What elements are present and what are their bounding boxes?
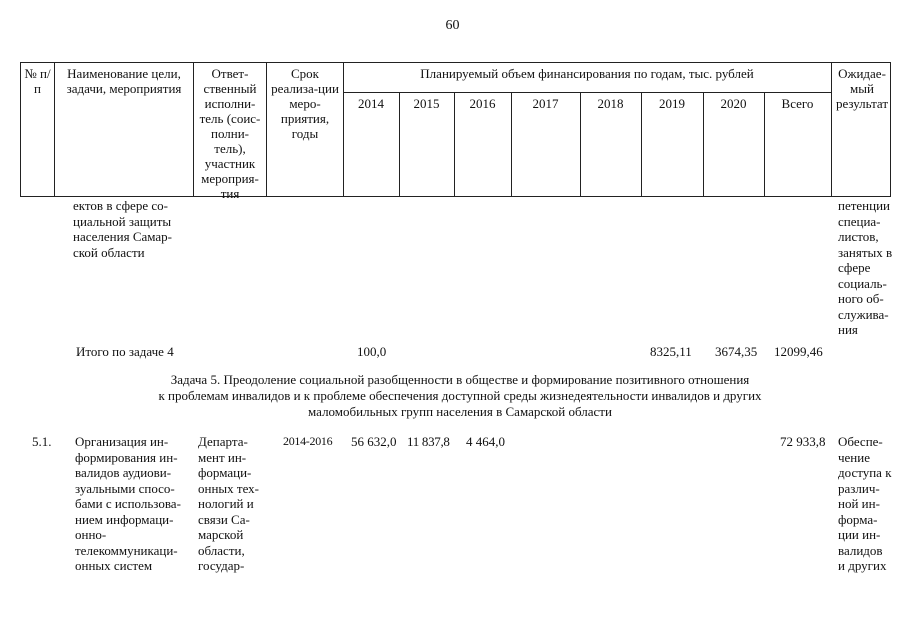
total-label: Итого по задаче 4 [76, 344, 174, 359]
row-name-line: телекоммуникаци- [75, 542, 178, 558]
cont-name-line: циальной защиты [73, 213, 172, 229]
cont-result-line: листов, [838, 229, 879, 244]
task-5-line: к проблемам инвалидов и к проблеме обеспечения доступной среды жизнедеятельности инвалидов и других [158, 388, 762, 403]
cont-result-line: ного об- [838, 291, 884, 306]
divider [343, 63, 344, 197]
divider [343, 92, 831, 93]
page-number: 60 [445, 18, 460, 33]
divider [831, 63, 832, 197]
row-result-line: ции ин- [838, 527, 881, 542]
row-executor-line: области, [198, 542, 245, 558]
year-2015: 2015 [413, 96, 440, 111]
row-executor-line: Департа- [198, 434, 248, 449]
cont-name-line: ской области [73, 244, 145, 260]
year-2017: 2017 [532, 96, 559, 111]
header-num: № п/п [24, 66, 51, 96]
header-result: Ожидае-мый результат [835, 66, 889, 111]
row-5-1-executor [198, 434, 262, 574]
divider [54, 63, 55, 197]
year-2016: 2016 [469, 96, 496, 111]
divider [193, 63, 194, 197]
row-5-1-total: 72 933,8 [780, 434, 826, 449]
row-5-1-name [75, 434, 186, 574]
row-result-line: доступа к [838, 465, 892, 480]
row-result-line: и других [838, 558, 887, 573]
header-name: Наименование цели, задачи, мероприятия [66, 66, 182, 96]
row-result-line: чение [838, 449, 870, 465]
task-5-line: маломобильных групп населения в Самарской области [308, 404, 612, 419]
row-name-line: зуальными спосо- [75, 480, 175, 496]
header-term: Срок реализа-ции меро-приятия, годы [271, 66, 339, 141]
cont-result-line: петенции [838, 198, 891, 213]
table-header [20, 62, 891, 201]
cont-name-line: ектов в сфере со- [73, 198, 168, 213]
row-executor-line: государ- [198, 558, 245, 573]
row-result-line: ной ин- [838, 496, 880, 511]
year-2014: 2014 [358, 96, 384, 111]
row-5-1-2016: 4 464,0 [466, 434, 505, 449]
row-result-line: форма- [838, 511, 878, 527]
divider [266, 63, 267, 197]
cont-name-cell [73, 198, 186, 260]
row-executor-line: формаци- [198, 465, 252, 480]
task-5-line: Задача 5. Преодоление социальной разобщенности в обществе и формирование позитивного отношения [170, 372, 750, 387]
row-5-1-2015: 11 837,8 [407, 434, 450, 449]
row-executor-line: марской [198, 527, 244, 542]
cont-result-line: социаль- [838, 275, 887, 291]
row-result-line: различ- [838, 480, 880, 496]
row-executor-line: мент ин- [198, 449, 247, 465]
year-2019: 2019 [659, 96, 685, 111]
cont-result-line: специа- [838, 213, 881, 229]
row-5-1-num: 5.1. [32, 434, 52, 449]
year-total: Всего [781, 96, 814, 111]
year-2020: 2020 [720, 96, 747, 111]
cont-name-line: населения Самар- [73, 229, 173, 244]
header-executor: Ответ-ственный исполни-тель (соис-полни-тель), участник мероприя-тия [199, 66, 261, 201]
row-executor-line: связи Са- [198, 511, 250, 527]
total-2019: 8325,11 [650, 344, 692, 359]
row-5-1-2014: 56 632,0 [351, 434, 397, 449]
cont-result-line: ния [838, 322, 858, 337]
total-2020: 3674,35 [715, 344, 758, 359]
row-name-line: онно- [75, 527, 107, 542]
total-2014: 100,0 [357, 344, 387, 359]
row-name-line: валидов аудиови- [75, 465, 172, 480]
cont-result-line: служива- [838, 306, 889, 322]
row-executor-line: нологий и [198, 496, 254, 511]
year-2018: 2018 [597, 96, 624, 111]
row-name-line: нием информаци- [75, 511, 174, 527]
task-5-heading [90, 372, 830, 420]
row-name-line: формирования ин- [75, 449, 178, 465]
row-result-line: Обеспе- [838, 434, 883, 449]
row-5-1-result [838, 434, 898, 574]
row-name-line: онных систем [75, 558, 153, 573]
total-sum: 12099,46 [774, 344, 823, 359]
row-5-1-term: 2014-2016 [283, 434, 333, 448]
header-funding: Планируемый объем финансирования по годам, тыс. рублей [420, 66, 754, 81]
cont-result-line: занятых в [838, 244, 893, 260]
cont-result-cell [838, 198, 895, 338]
cont-result-line: сфере [838, 260, 871, 275]
row-result-line: валидов [838, 542, 883, 558]
row-executor-line: онных тех- [198, 480, 260, 496]
row-name-line: Организация ин- [75, 434, 169, 449]
row-name-line: бами с использова- [75, 496, 181, 511]
